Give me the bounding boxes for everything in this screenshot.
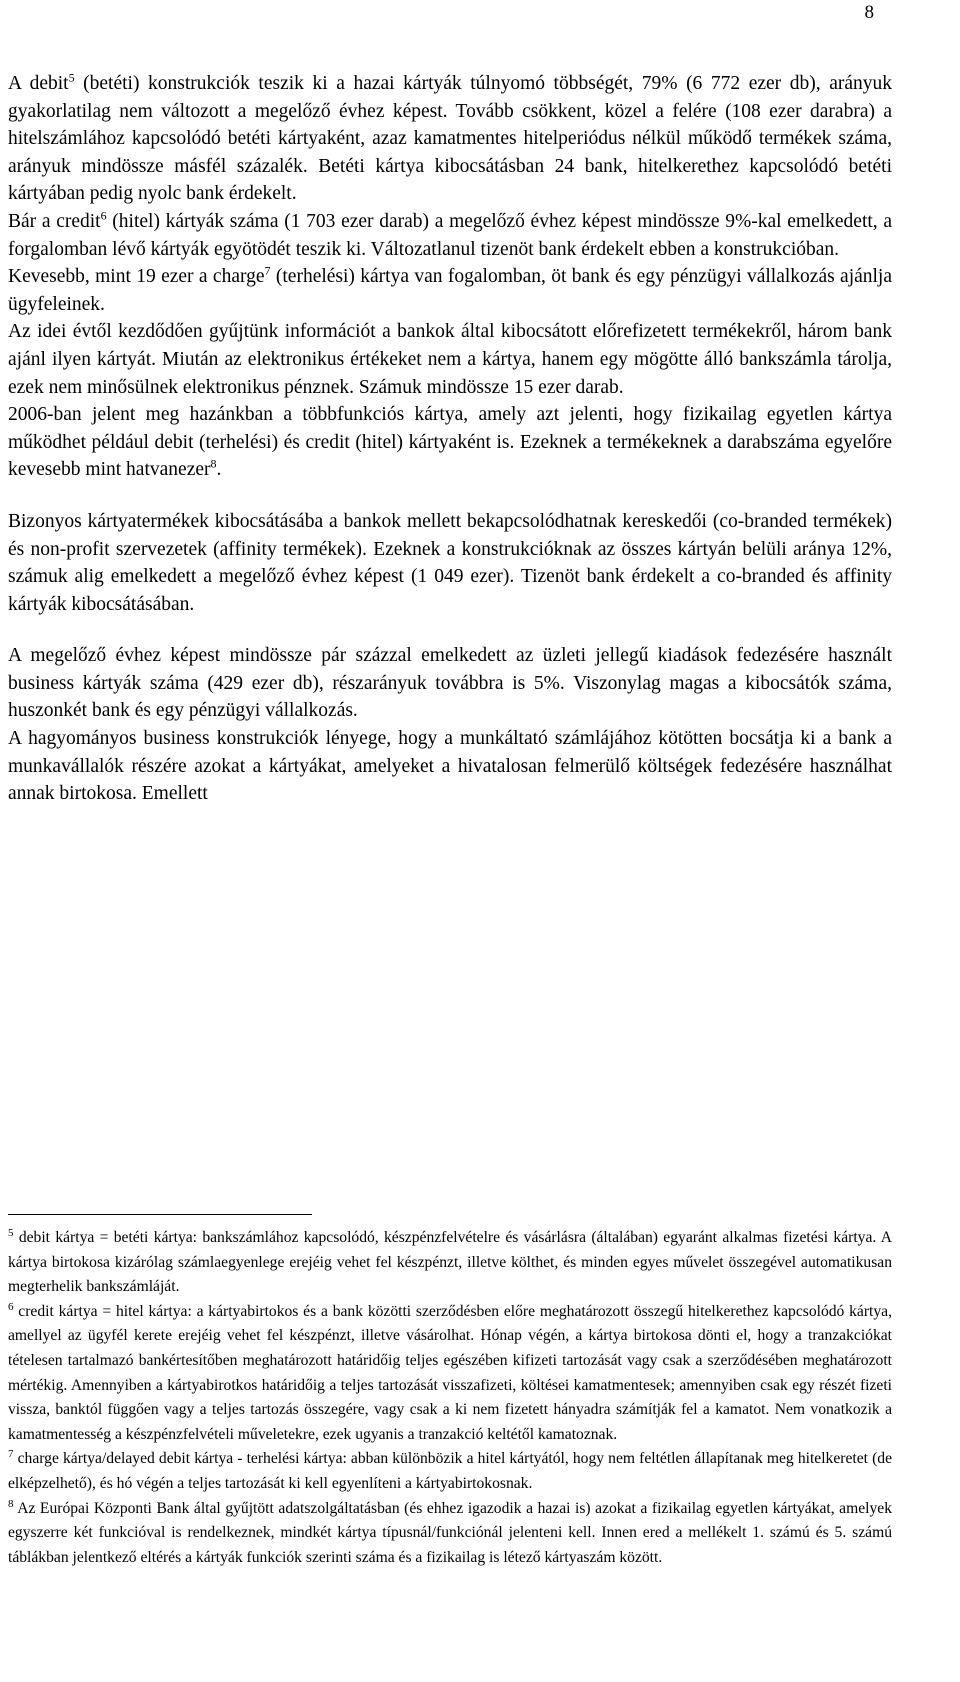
footnote-marker: 7 [8, 1448, 14, 1461]
footnote-marker: 6 [100, 208, 107, 223]
paragraph-p2 [8, 208, 892, 263]
footnote-marker: 7 [264, 263, 271, 278]
paragraph-p5 [8, 401, 892, 484]
footnote-marker: 6 [8, 1300, 14, 1313]
body-text [8, 70, 892, 808]
text-run: (betéti) konstrukciók teszik ki a hazai kártyák túlnyomó többségét, 79% (6 772 ezer db), arányuk gyakorlatilag nem változott a megelőző évhez képest. Tovább csökkent, közel a felére (108 ezer darabra) a hitelszámlához kapcsolódó betéti kártyaként, azaz kamatmentes hitelperiódus nélkül működő termékek száma, arányuk mindössze másfél százalék. Betéti kártya kibocsátásban 24 bank, hitelkerethez kapcsolódó betéti kártyában pedig nyolc bank érdekelt. [8, 73, 893, 205]
text-run: A megelőző évhez képest mindössze pár százzal emelkedett az üzleti jellegű kiadások fedezésére használt business kártyák száma (429 ezer db), részarányuk továbbra is 5%. Viszonylag magas a kibocsátók száma, huszonkét bank és egy pénzügyi vállalkozás. [8, 645, 892, 722]
text-run: charge kártya/delayed debit kártya - terhelési kártya: abban különbözik a hitel kártyától, hogy nem feltétlen állapítanak meg hitelkeretet (de elképzelhető), és hó végén a teljes tartozását ki kell egyenlíteni a kártyabirtokosnak. [8, 1450, 892, 1492]
text-run: Kevesebb, mint 19 ezer a charge [8, 266, 265, 288]
text-run: . [216, 459, 222, 481]
text-run: Bár a credit [8, 210, 101, 232]
paragraph-p8 [8, 725, 892, 808]
footnote-fn7 [8, 1447, 892, 1496]
footnote-marker: 5 [8, 1226, 14, 1239]
footnotes [8, 1226, 892, 1570]
text-run: debit kártya = betéti kártya: bankszámlához kapcsolódó, készpénzfelvételre és vásárlásra (általában) egyaránt alkalmas fizetési kártya. A kártya birtokosa kizárólag számlaegyenlege erejéig vehet fel készpénzt, illetve költhet, és minden egyes művelet összegével automatikusan megterhelik bankszámláját. [8, 1229, 892, 1296]
text-run: A debit [8, 73, 69, 94]
footnote-fn6 [8, 1300, 892, 1448]
text-run: A hagyományos business konstrukciók lényege, hogy a munkáltató számlájához kötötten bocsátja ki a bank a munkavállalók részére azokat a kártyákat, amelyeket a hivatalosan felmerülő költségek fedezésére használhat annak birtokosa. Emellett [8, 728, 892, 805]
text-run: 2006-ban jelent meg hazánkban a többfunkciós kártya, amely azt jelenti, hogy fizikailag egyetlen kártya működhet például debit (terhelési) és credit (hitel) kártyaként is. Ezeknek a termékeknek a darabszáma egyelőre kevesebb mint hatvanezer [8, 404, 892, 481]
page-number: 8 [864, 2, 874, 23]
text-run: Az Európai Központi Bank által gyűjtött adatszolgáltatásban (és ehhez igazodik a hazai is) azokat a fizikailag egyetlen kártyákat, amelyek egyszerre két funkcióval is rendelkeznek, mindkét kártya típusnál/funkciónál jelenteni kell. Innen ered a mellékelt 1. számú és 5. számú táblákban jelentkező eltérés a kártyák funkciók szerinti száma és a fizikailag is létező kártyaszám között. [8, 1499, 892, 1566]
footnote-marker: 8 [210, 456, 217, 471]
footnote-fn5 [8, 1226, 892, 1300]
footnote-marker: 5 [68, 70, 75, 85]
text-run: (hitel) kártyák száma (1 703 ezer darab) a megelőző évhez képest mindössze 9%-kal emelkedett, a forgalomban lévő kártyák egyötödét teszik ki. Változatlanul tizenöt bank érdekelt ebben a konstrukcióban. [8, 210, 893, 260]
footnote-fn8 [8, 1497, 892, 1571]
footnote-marker: 8 [8, 1497, 14, 1510]
paragraph-p3 [8, 263, 892, 318]
paragraph-p4 [8, 318, 892, 401]
text-run: (terhelési) kártya van fogalomban, öt bank és egy pénzügyi vállalkozás ajánlja ügyfeleinek. [8, 266, 893, 315]
paragraph-p1 [8, 70, 892, 208]
paragraph-p7 [8, 642, 892, 725]
footnote-separator [8, 1214, 312, 1215]
text-run: Az idei évtől kezdődően gyűjtünk információt a bankok által kibocsátott előrefizetett termékekről, három bank ajánl ilyen kártyát. Miután az elektronikus értékeket nem a kártya, hanem egy mögötte álló bankszámla tárolja, ezek nem minősülnek elektronikus pénznek. Számuk mindössze 15 ezer darab. [8, 321, 892, 398]
paragraph-p6 [8, 508, 892, 618]
text-run: Bizonyos kártyatermékek kibocsátásába a bankok mellett bekapcsolódhatnak kereskedői (co-branded termékek) és non-profit szervezetek (affinity termékek). Ezeknek a konstrukcióknak az összes kártyán belüli aránya 12%, számuk alig emelkedett a megelőző évhez képest (1 049 ezer). Tizenöt bank érdekelt a co-branded és affinity kártyák kibocsátásában. [8, 510, 892, 615]
text-run: credit kártya = hitel kártya: a kártyabirtokos és a bank közötti szerződésben előre meghatározott összegű hitelkerethez kapcsolódó kártya, amellyel az ügyfél kerete erejéig vehet fel készpénzt, illetve vásárolhat. Hónap végén, a kártya birtokosa dönti el, hogy a tranzakciókat tételesen tartalmazó bankértesítőben meghatározott határidőig teljes egészében kifizeti tartozását vagy csak a szerződésében meghatározott mértékig. Amennyiben a kártyabirotkos határidőig a teljes tartozását visszafizeti, költései kamatmentesek; amennyiben csak egy részét fizeti vissza, banktól függően vagy a teljes tartozás összegére, vagy csak a ki nem fizetett hányadra számítják fel a kamatot. Nem vonatkozik a kamatmentesség a készpénzfelvételi műveletekre, ezek ugyanis a tranzakció keltétől kamatoznak. [8, 1302, 892, 1443]
